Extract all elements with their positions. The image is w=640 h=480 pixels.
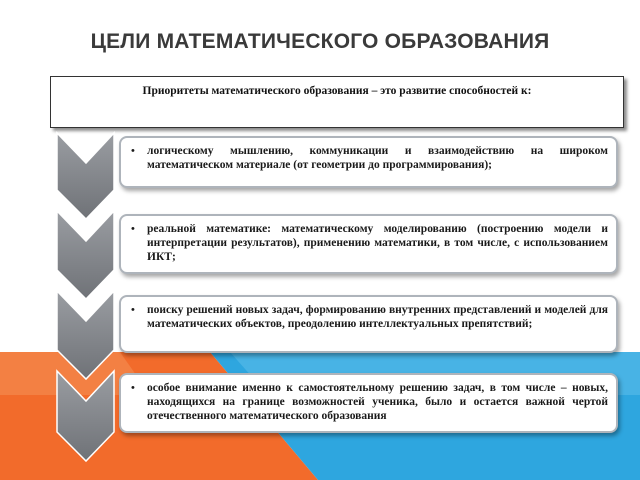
- bullet-icon: •: [131, 382, 135, 394]
- chevron-arrow-3: [57, 291, 114, 379]
- page-title: ЦЕЛИ МАТЕМАТИЧЕСКОГО ОБРАЗОВАНИЯ: [90, 30, 550, 53]
- list-item-text: реальной математике: математическому моделированию (построению модели и интерпретации результатов), применению математики, в том числе, с использованием ИКТ;: [147, 223, 608, 263]
- header-text: Приоритеты математического образования – это развитие способностей к:: [142, 85, 532, 97]
- list-item: [119, 373, 618, 433]
- chevron-arrow-4: [57, 371, 114, 461]
- list-item-text: логическому мышлению, коммуникации и взаимодействию на широком математическом материале (от геометрии до программирования);: [147, 145, 608, 171]
- list-item: [119, 295, 618, 353]
- bullet-icon: •: [131, 223, 135, 235]
- list-item-text: особое внимание именно к самостоятельному решению задач, в том числе – новых, находящихся на границе возможностей ученика, было и остается важной чертой отечественного математического образования: [147, 382, 608, 422]
- list-item: [119, 136, 618, 188]
- chevron-arrow-2: [57, 211, 114, 299]
- bullet-icon: •: [131, 304, 135, 316]
- list-item: [119, 214, 618, 274]
- list-item-text: поиску решений новых задач, формированию внутренних представлений и моделей для математических объектов, преодолению интеллектуальных препятствий;: [147, 304, 608, 330]
- bullet-icon: •: [131, 145, 135, 157]
- chevron-arrow-1: [57, 133, 114, 219]
